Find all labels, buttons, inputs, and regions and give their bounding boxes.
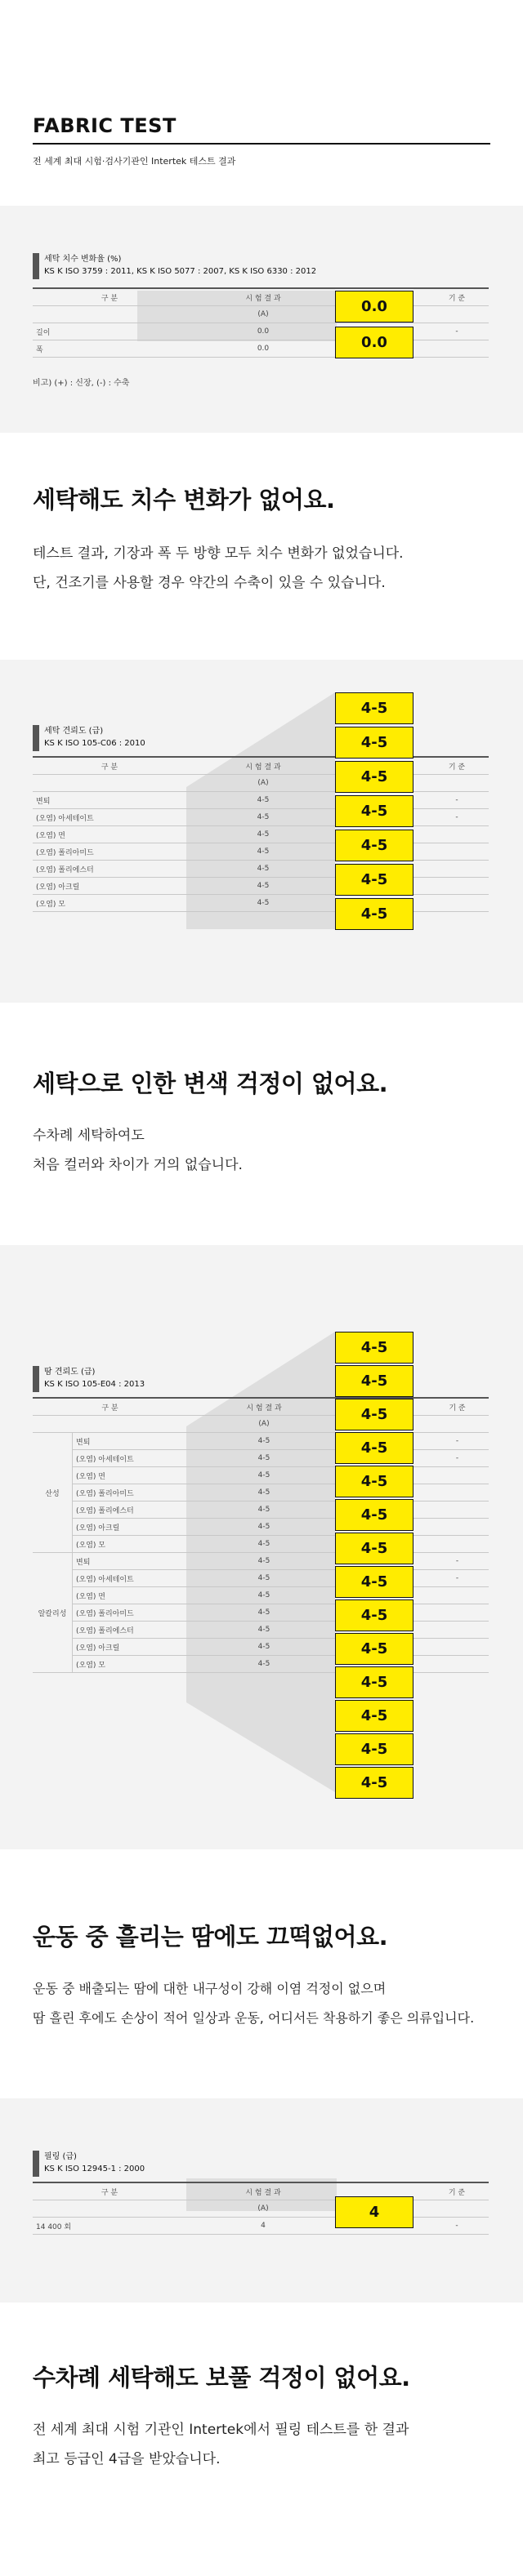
- result-badge: 4-5: [335, 830, 413, 861]
- table-row: (오염) 아크릴 4-5: [33, 878, 489, 895]
- description-line: 최고 등급인 4급을 받았습니다.: [33, 2451, 221, 2467]
- result-badge: 4-5: [335, 1466, 413, 1497]
- row-value: 4: [186, 2218, 340, 2235]
- dimension-test-panel: [0, 206, 523, 433]
- section-description: [33, 2415, 409, 2474]
- table-row: (오염) 아세테이트 4-5 -: [33, 809, 489, 826]
- dimension-test-title: [33, 253, 316, 278]
- result-badge: 0.0: [335, 291, 413, 323]
- col-header-result: 시 험 결 과: [186, 2182, 340, 2200]
- group-label: 산성: [33, 1433, 73, 1553]
- description-line: 전 세계 최대 시험 기관인 Intertek에서 필링 테스트를 한 결과: [33, 2422, 409, 2438]
- title-divider: [33, 143, 490, 145]
- table-row: (오염) 면 4-5: [33, 1587, 489, 1604]
- row-standard: -: [425, 323, 489, 340]
- result-badge: 4-5: [335, 1599, 413, 1631]
- col-header-standard: 기 준: [425, 757, 489, 775]
- section-heading: 세탁해도 치수 변화가 없어요.: [33, 486, 335, 514]
- col-header-standard: 기 준: [425, 288, 489, 306]
- page-subtitle: 전 세계 최대 시험·검사기관인 Intertek 테스트 결과: [33, 156, 236, 167]
- result-badge: 4-5: [335, 1700, 413, 1732]
- description-line: 단, 건조기를 사용할 경우 약간의 수축이 있을 수 있습니다.: [33, 575, 386, 591]
- table-row: (오염) 폴리아미드 4-5: [33, 1484, 489, 1502]
- description-line: 테스트 결과, 기장과 폭 두 방향 모두 치수 변화가 없었습니다.: [33, 545, 404, 562]
- result-badge: 4-5: [335, 1499, 413, 1531]
- result-badge: 0.0: [335, 327, 413, 358]
- result-badge: 4-5: [335, 795, 413, 827]
- table-standard: KS K ISO 105-C06 : 2010: [44, 739, 145, 748]
- table-row: (오염) 모 4-5: [33, 1536, 489, 1553]
- table-title: 땀 견뢰도 (급): [44, 1368, 96, 1377]
- col-header-standard: 기 준: [425, 2182, 489, 2200]
- result-badge: 4-5: [335, 1633, 413, 1665]
- description-line: 땀 흘린 후에도 손상이 적어 일상과 운동, 어디서든 착용하기 좋은 의류입니다.: [33, 2010, 475, 2026]
- col-header-label: 구 분: [33, 757, 186, 775]
- table-title: 필링 (급): [44, 2152, 77, 2161]
- description-line: 수차례 세탁하여도: [33, 1128, 145, 1144]
- table-row: (오염) 모 4-5: [33, 1656, 489, 1673]
- result-badge: 4-5: [335, 1666, 413, 1698]
- table-row: (오염) 폴리에스터 4-5: [33, 1502, 489, 1519]
- result-badge: 4-5: [335, 692, 413, 724]
- col-header-result: 시 험 결 과: [186, 757, 340, 775]
- table-row: [33, 323, 489, 340]
- result-badge: 4-5: [335, 1533, 413, 1564]
- table-row: (오염) 아세테이트 4-5 -: [33, 1570, 489, 1587]
- row-label: 길이: [33, 323, 186, 340]
- table-row: (오염) 아크릴 4-5: [33, 1639, 489, 1656]
- result-badge: 4-5: [335, 1399, 413, 1430]
- table-note: 비고) (+) : 신장, (-) : 수축: [33, 379, 130, 388]
- col-header-label: 구 분: [33, 288, 186, 306]
- wash-test-panel: [0, 660, 523, 1003]
- dimension-test-table: [33, 287, 489, 358]
- row-value: 0.0: [186, 340, 340, 358]
- pilling-test-table: [33, 2182, 489, 2235]
- section-heading: 운동 중 흘리는 땀에도 끄떡없어요.: [33, 1923, 388, 1951]
- section-heading: 세탁으로 인한 변색 걱정이 없어요.: [33, 1070, 388, 1097]
- description-line: 운동 중 배출되는 땀에 대한 내구성이 강해 이염 걱정이 없으며: [33, 1981, 387, 1996]
- table-row: (오염) 폴리아미드 4-5: [33, 1604, 489, 1622]
- pilling-test-panel: [0, 2098, 523, 2302]
- sub-header: (A): [186, 775, 340, 792]
- table-row: [33, 340, 489, 358]
- col-header-result: 시 험 결 과: [186, 288, 340, 306]
- table-row: (오염) 모 4-5: [33, 895, 489, 912]
- result-badge: 4: [335, 2196, 413, 2228]
- result-badge: 4-5: [335, 1332, 413, 1364]
- table-row: (오염) 아세테이트 4-5 -: [33, 1450, 489, 1467]
- row-label: 폭: [33, 340, 186, 358]
- result-badge: 4-5: [335, 1365, 413, 1397]
- sweat-test-title: [33, 1366, 145, 1390]
- wash-test-table: [33, 756, 489, 912]
- section-description: [33, 1974, 474, 2033]
- sub-header: (A): [186, 306, 340, 323]
- row-label: 14 400 회: [33, 2218, 186, 2235]
- result-badge: 4-5: [335, 1733, 413, 1765]
- table-title: 세탁 견뢰도 (급): [44, 727, 104, 736]
- row-standard: [425, 340, 489, 358]
- group-label: 알칼리성: [33, 1553, 73, 1673]
- description-line: 처음 컬러와 차이가 거의 없습니다.: [33, 1157, 243, 1173]
- table-row: 알칼리성 변퇴 4-5 -: [33, 1553, 489, 1570]
- table-standard: KS K ISO 3759 : 2011, KS K ISO 5077 : 2007, KS K ISO 6330 : 2012: [44, 267, 317, 276]
- col-header-result: 시 험 결 과: [187, 1398, 341, 1416]
- sub-header: (A): [187, 1416, 341, 1433]
- col-header-standard: 기 준: [426, 1398, 489, 1416]
- table-standard: KS K ISO 12945-1 : 2000: [44, 2164, 145, 2173]
- table-row: (오염) 면 4-5: [33, 826, 489, 843]
- page-title: FABRIC TEST: [33, 114, 177, 137]
- row-standard: -: [425, 2218, 489, 2235]
- wash-test-title: [33, 725, 145, 750]
- result-badge: 4-5: [335, 727, 413, 759]
- table-row: (오염) 폴리에스터 4-5: [33, 1622, 489, 1639]
- result-badge: 4-5: [335, 1432, 413, 1464]
- table-row: (오염) 면 4-5: [33, 1467, 489, 1484]
- result-badge: 4-5: [335, 761, 413, 793]
- col-header-label: 구 분: [33, 1398, 187, 1416]
- sweat-test-panel: [0, 1245, 523, 1849]
- section-heading: 수차례 세탁해도 보풀 걱정이 없어요.: [33, 2364, 410, 2391]
- result-badge: 4-5: [335, 864, 413, 896]
- result-badge: 4-5: [335, 898, 413, 930]
- section-description: [33, 1121, 243, 1180]
- row-value: 0.0: [186, 323, 340, 340]
- sub-header: (A): [186, 2200, 340, 2218]
- pilling-test-title: [33, 2151, 145, 2175]
- table-row: (오염) 폴리아미드 4-5: [33, 843, 489, 861]
- table-title: 세탁 치수 변화율 (%): [44, 255, 122, 264]
- result-badge: 4-5: [335, 1767, 413, 1799]
- table-row: (오염) 폴리에스터 4-5: [33, 861, 489, 878]
- table-row: (오염) 아크릴 4-5: [33, 1519, 489, 1536]
- table-row: [33, 2218, 489, 2235]
- sweat-test-table: [33, 1397, 489, 1673]
- table-row: 변퇴 4-5 -: [33, 792, 489, 809]
- section-description: [33, 539, 404, 598]
- table-standard: KS K ISO 105-E04 : 2013: [44, 1380, 145, 1389]
- col-header-label: 구 분: [33, 2182, 186, 2200]
- table-row: 산성 변퇴 4-5 -: [33, 1433, 489, 1450]
- result-badge: 4-5: [335, 1566, 413, 1598]
